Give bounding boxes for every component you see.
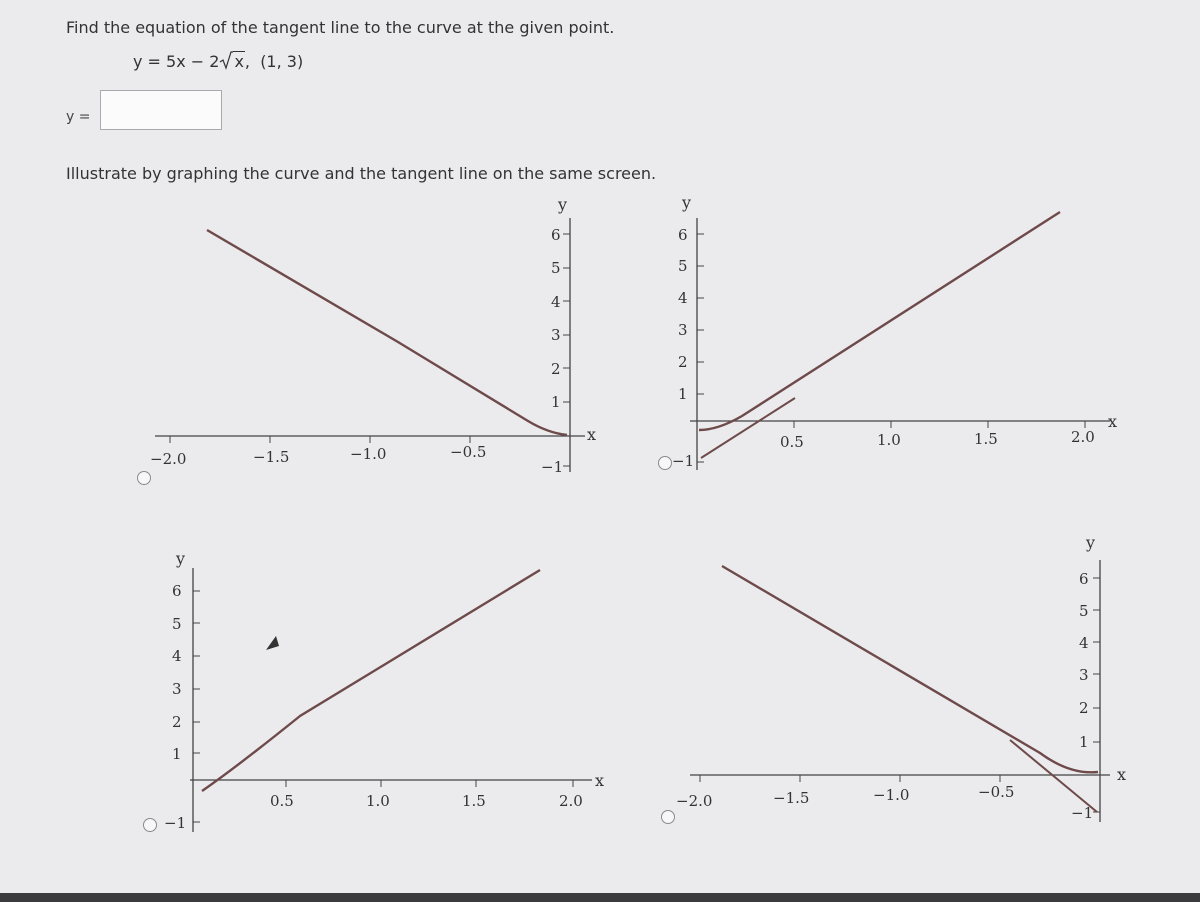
y-tick-label: −1 (672, 452, 695, 470)
x-axis-label: x (1108, 412, 1118, 431)
sqrt-symbol (219, 51, 233, 71)
y-tick-label: 4 (678, 289, 688, 307)
y-tick-label: 3 (172, 680, 182, 698)
x-tick-label: −1.5 (253, 448, 290, 466)
y-tick-label: 1 (551, 393, 561, 411)
x-tick-label: 1.0 (877, 431, 901, 449)
equation (133, 51, 303, 71)
y-tick-label: 6 (678, 226, 688, 244)
x-axis-label: x (595, 771, 605, 790)
y-tick-label: 5 (551, 259, 561, 277)
graph-3-radio[interactable] (143, 818, 157, 832)
y-tick-label: −1 (1071, 804, 1094, 822)
x-tick-label: −0.5 (978, 783, 1015, 801)
x-tick-label: 0.5 (270, 792, 294, 810)
illustrate-prompt: Illustrate by graphing the curve and the tangent line on the same screen. (66, 164, 657, 183)
y-tick-label: 1 (172, 745, 182, 763)
y-tick-label: −1 (541, 458, 564, 476)
y-axis-label: y (682, 193, 692, 212)
question-prompt: Find the equation of the tangent line to the curve at the given point. (66, 18, 615, 37)
y-tick-label: 3 (678, 321, 688, 339)
graph-4-radio[interactable] (661, 810, 675, 824)
x-axis-label: x (587, 425, 597, 444)
x-tick-label: −2.0 (676, 792, 713, 810)
x-tick-label: 1.0 (366, 792, 390, 810)
x-tick-label: −1.0 (350, 445, 387, 463)
bottom-bar (0, 893, 1200, 902)
y-axis-label: y (176, 549, 186, 568)
y-tick-label: 3 (551, 326, 561, 344)
y-axis-label: y (558, 195, 568, 214)
y-tick-label: 1 (1079, 733, 1089, 751)
y-tick-label: 2 (678, 353, 688, 371)
graph-2-radio[interactable] (658, 456, 672, 470)
graph-1-radio[interactable] (137, 471, 151, 485)
y-tick-label: 1 (678, 385, 688, 403)
y-tick-label: 2 (551, 360, 561, 378)
y-tick-label: 2 (172, 713, 182, 731)
mouse-cursor-icon (264, 634, 284, 656)
y-tick-label: 6 (172, 582, 182, 600)
y-tick-label: −1 (164, 814, 187, 832)
answer-label: y = (66, 109, 91, 125)
equation-comma: , (244, 52, 261, 71)
y-tick-label: 6 (1079, 570, 1089, 588)
answer-input[interactable] (100, 90, 222, 130)
x-tick-label: −1.5 (773, 789, 810, 807)
y-tick-label: 3 (1079, 666, 1089, 684)
y-tick-label: 4 (172, 647, 182, 665)
y-tick-label: 4 (551, 293, 561, 311)
x-tick-label: −1.0 (873, 786, 910, 804)
y-tick-label: 5 (678, 257, 688, 275)
x-tick-label: −0.5 (450, 443, 487, 461)
x-tick-label: 1.5 (462, 792, 486, 810)
equation-lhs: y = 5x − 2 (133, 52, 220, 71)
x-axis-label: x (1117, 765, 1127, 784)
x-tick-label: 0.5 (780, 433, 804, 451)
y-tick-label: 5 (172, 615, 182, 633)
equation-point: (1, 3) (260, 52, 304, 71)
y-tick-label: 6 (551, 226, 561, 244)
y-tick-label: 4 (1079, 634, 1089, 652)
equation-radicand: x (234, 52, 244, 71)
x-tick-label: 2.0 (1071, 428, 1095, 446)
x-tick-label: −2.0 (150, 450, 187, 468)
x-tick-label: 1.5 (974, 430, 998, 448)
x-tick-label: 2.0 (559, 792, 583, 810)
y-axis-label: y (1086, 533, 1096, 552)
y-tick-label: 5 (1079, 602, 1089, 620)
y-tick-label: 2 (1079, 699, 1089, 717)
